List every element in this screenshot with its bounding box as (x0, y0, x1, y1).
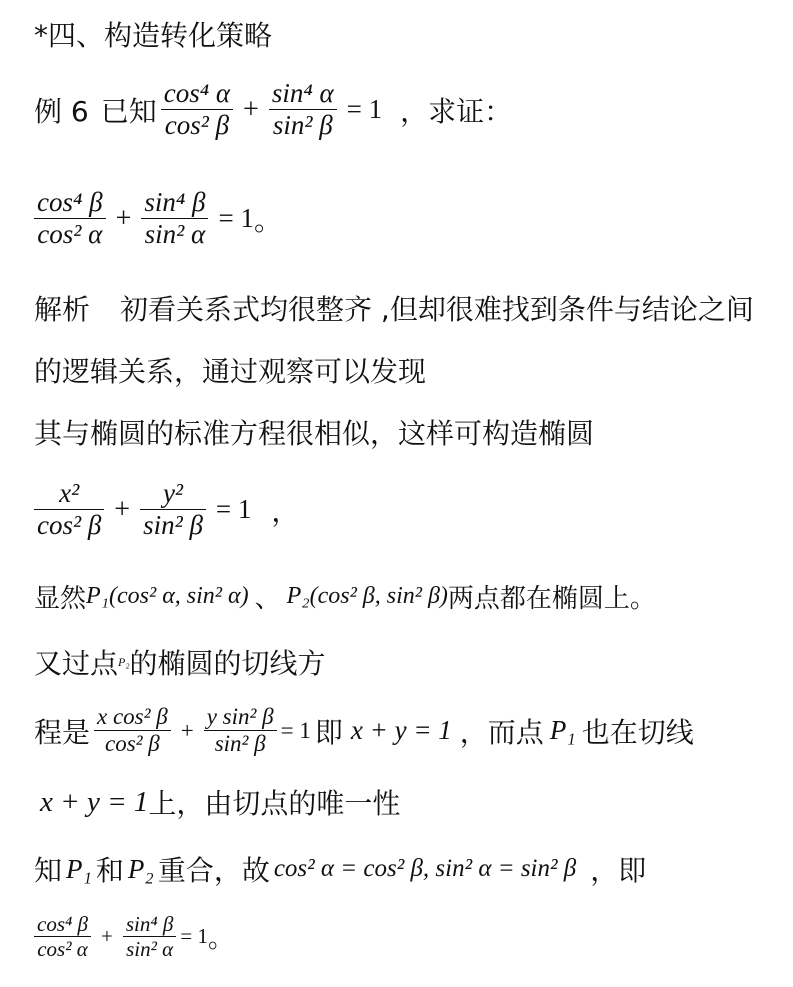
ellipse-rhs: = 1 (215, 494, 252, 525)
denominator: cos² β (164, 110, 230, 141)
goal-fraction-1 (34, 187, 106, 250)
ellipse-end: ， (271, 494, 300, 528)
example-label: 例 6 (34, 94, 89, 128)
ellipse-fraction-1 (34, 478, 104, 541)
coincide-pre: 知 (34, 854, 63, 887)
point-p2: P₂(cos² β, sin² β) (286, 583, 448, 609)
tangent-mid2: ，而点 (459, 715, 544, 749)
tangent-fraction-2 (204, 704, 277, 758)
point-p1: P₁(cos² α, sin² α) (86, 583, 249, 609)
denominator: sin² β (143, 510, 203, 541)
goal-equation: $\frac{\text{cos⁴ β}}{\text{cos² α}}$ + $\frac{\text{sin⁴ β}}{\text{sin² α}}$ = 1 。 (34, 187, 785, 250)
goal-end: 。 (253, 203, 282, 237)
denominator: sin² β (214, 731, 266, 757)
section-heading (34, 14, 785, 54)
goal-rhs: = 1 (218, 203, 254, 234)
denominator: cos² β (104, 731, 160, 757)
tangent-point: P₂ (118, 654, 130, 669)
denominator: cos² α (37, 937, 88, 962)
coincide-p1: P₁ (66, 853, 92, 884)
points-sep: 、 (254, 584, 281, 614)
denominator: sin² α (126, 937, 174, 962)
analysis-text-1: 初看关系式均很整齐 ,但却很难找到条件与结论之间 (120, 293, 754, 326)
final-end: 。 (207, 924, 234, 955)
given-fraction-2 (269, 78, 337, 141)
example-6-statement: 例 6 已知 $\frac{\text{cos⁴ α}}{\text{cos² β}}$ + $\frac{\text{sin⁴ α}}{\text{sin² β}}$ = 1 ，求证： (34, 78, 513, 141)
goal-fraction-2 (141, 187, 208, 250)
numerator: y sin² β (206, 704, 274, 729)
analysis-text-2: 的逻辑关系，通过观察可以发现 (34, 355, 427, 388)
uniqueness-line (34, 782, 785, 822)
tangent-p1: P₁ (549, 715, 576, 746)
points-line (34, 578, 785, 615)
unique-eq: x + y = 1 (40, 785, 149, 818)
final-fraction-1 (34, 912, 91, 961)
final-rhs: = 1 (180, 924, 208, 949)
tangent-pre: 又过点 (34, 647, 119, 680)
coincide-mid: 重合，故 (157, 854, 270, 887)
heading-text: *四、构造转化策略 (34, 19, 273, 52)
tangent-mid: 即 (314, 715, 343, 749)
tangent-line-eq: x + y = 1 (350, 715, 452, 746)
tangent-eq-post: 也在切线 (581, 715, 694, 749)
ellipse-fraction-2 (140, 478, 206, 541)
numerator: sin⁴ β (144, 187, 206, 217)
final-equation: $\frac{\text{cos⁴ β}}{\text{cos² α}}$ + $\frac{\text{sin⁴ β}}{\text{sin² α}}$ = 1 。 (34, 912, 785, 961)
analysis-line-1 (34, 288, 785, 328)
points-post: 两点都在椭圆上。 (447, 584, 656, 614)
ellipse-equation: $\frac{\text{x²}}{\text{cos² β}}$ + $\frac{\text{y²}}{\text{sin² β}}$ = 1 ， (34, 478, 785, 541)
denominator: sin² β (272, 110, 333, 141)
numerator: sin⁴ β (125, 912, 174, 936)
coincide-line (34, 849, 785, 889)
unique-post: 上，由切点的唯一性 (148, 787, 401, 820)
tangent-fraction-1 (94, 704, 171, 758)
numerator: x cos² β (97, 704, 168, 729)
numerator: cos⁴ α (163, 78, 231, 108)
denominator: cos² β (37, 510, 102, 541)
coincide-eq: cos² α = cos² β, sin² α = sin² β (273, 855, 577, 882)
denominator: cos² α (37, 219, 103, 250)
final-fraction-2 (123, 912, 177, 961)
tangent-eq-pre: 程是 (34, 715, 91, 749)
numerator: cos⁴ β (37, 187, 103, 217)
numerator: sin⁴ α (271, 78, 334, 108)
prove-text: ，求证： (400, 94, 513, 128)
given-rhs: = 1 (346, 94, 383, 125)
tangent-post: 的椭圆的切线方 (129, 647, 326, 680)
coincide-and: 和 (95, 854, 124, 887)
numerator: cos⁴ β (37, 912, 89, 936)
given-text: 已知 (100, 94, 157, 128)
tangent-intro (34, 642, 785, 682)
tangent-rhs: = 1 (280, 717, 311, 743)
coincide-post: ，即 (590, 854, 647, 887)
coincide-p2: P₂ (127, 853, 154, 884)
numerator: y² (162, 478, 184, 508)
given-fraction-1 (161, 78, 233, 141)
analysis-label: 解析 (34, 293, 91, 326)
analysis-text-3: 其与椭圆的标准方程很相似，这样可构造椭圆 (34, 417, 595, 450)
analysis-line-2 (34, 350, 785, 390)
tangent-equation: 程是 $\frac{\text{x cos² β}}{\text{cos² β}}$ + $\frac{\text{y sin² β}}{\text{sin² β}}$ = 1 即 x + y = 1 ，而点 P₁ 也在切线 (34, 704, 694, 757)
analysis-line-3 (34, 412, 785, 452)
points-pre: 显然 (34, 584, 87, 614)
numerator: x² (59, 478, 80, 508)
denominator: sin² α (144, 219, 206, 250)
